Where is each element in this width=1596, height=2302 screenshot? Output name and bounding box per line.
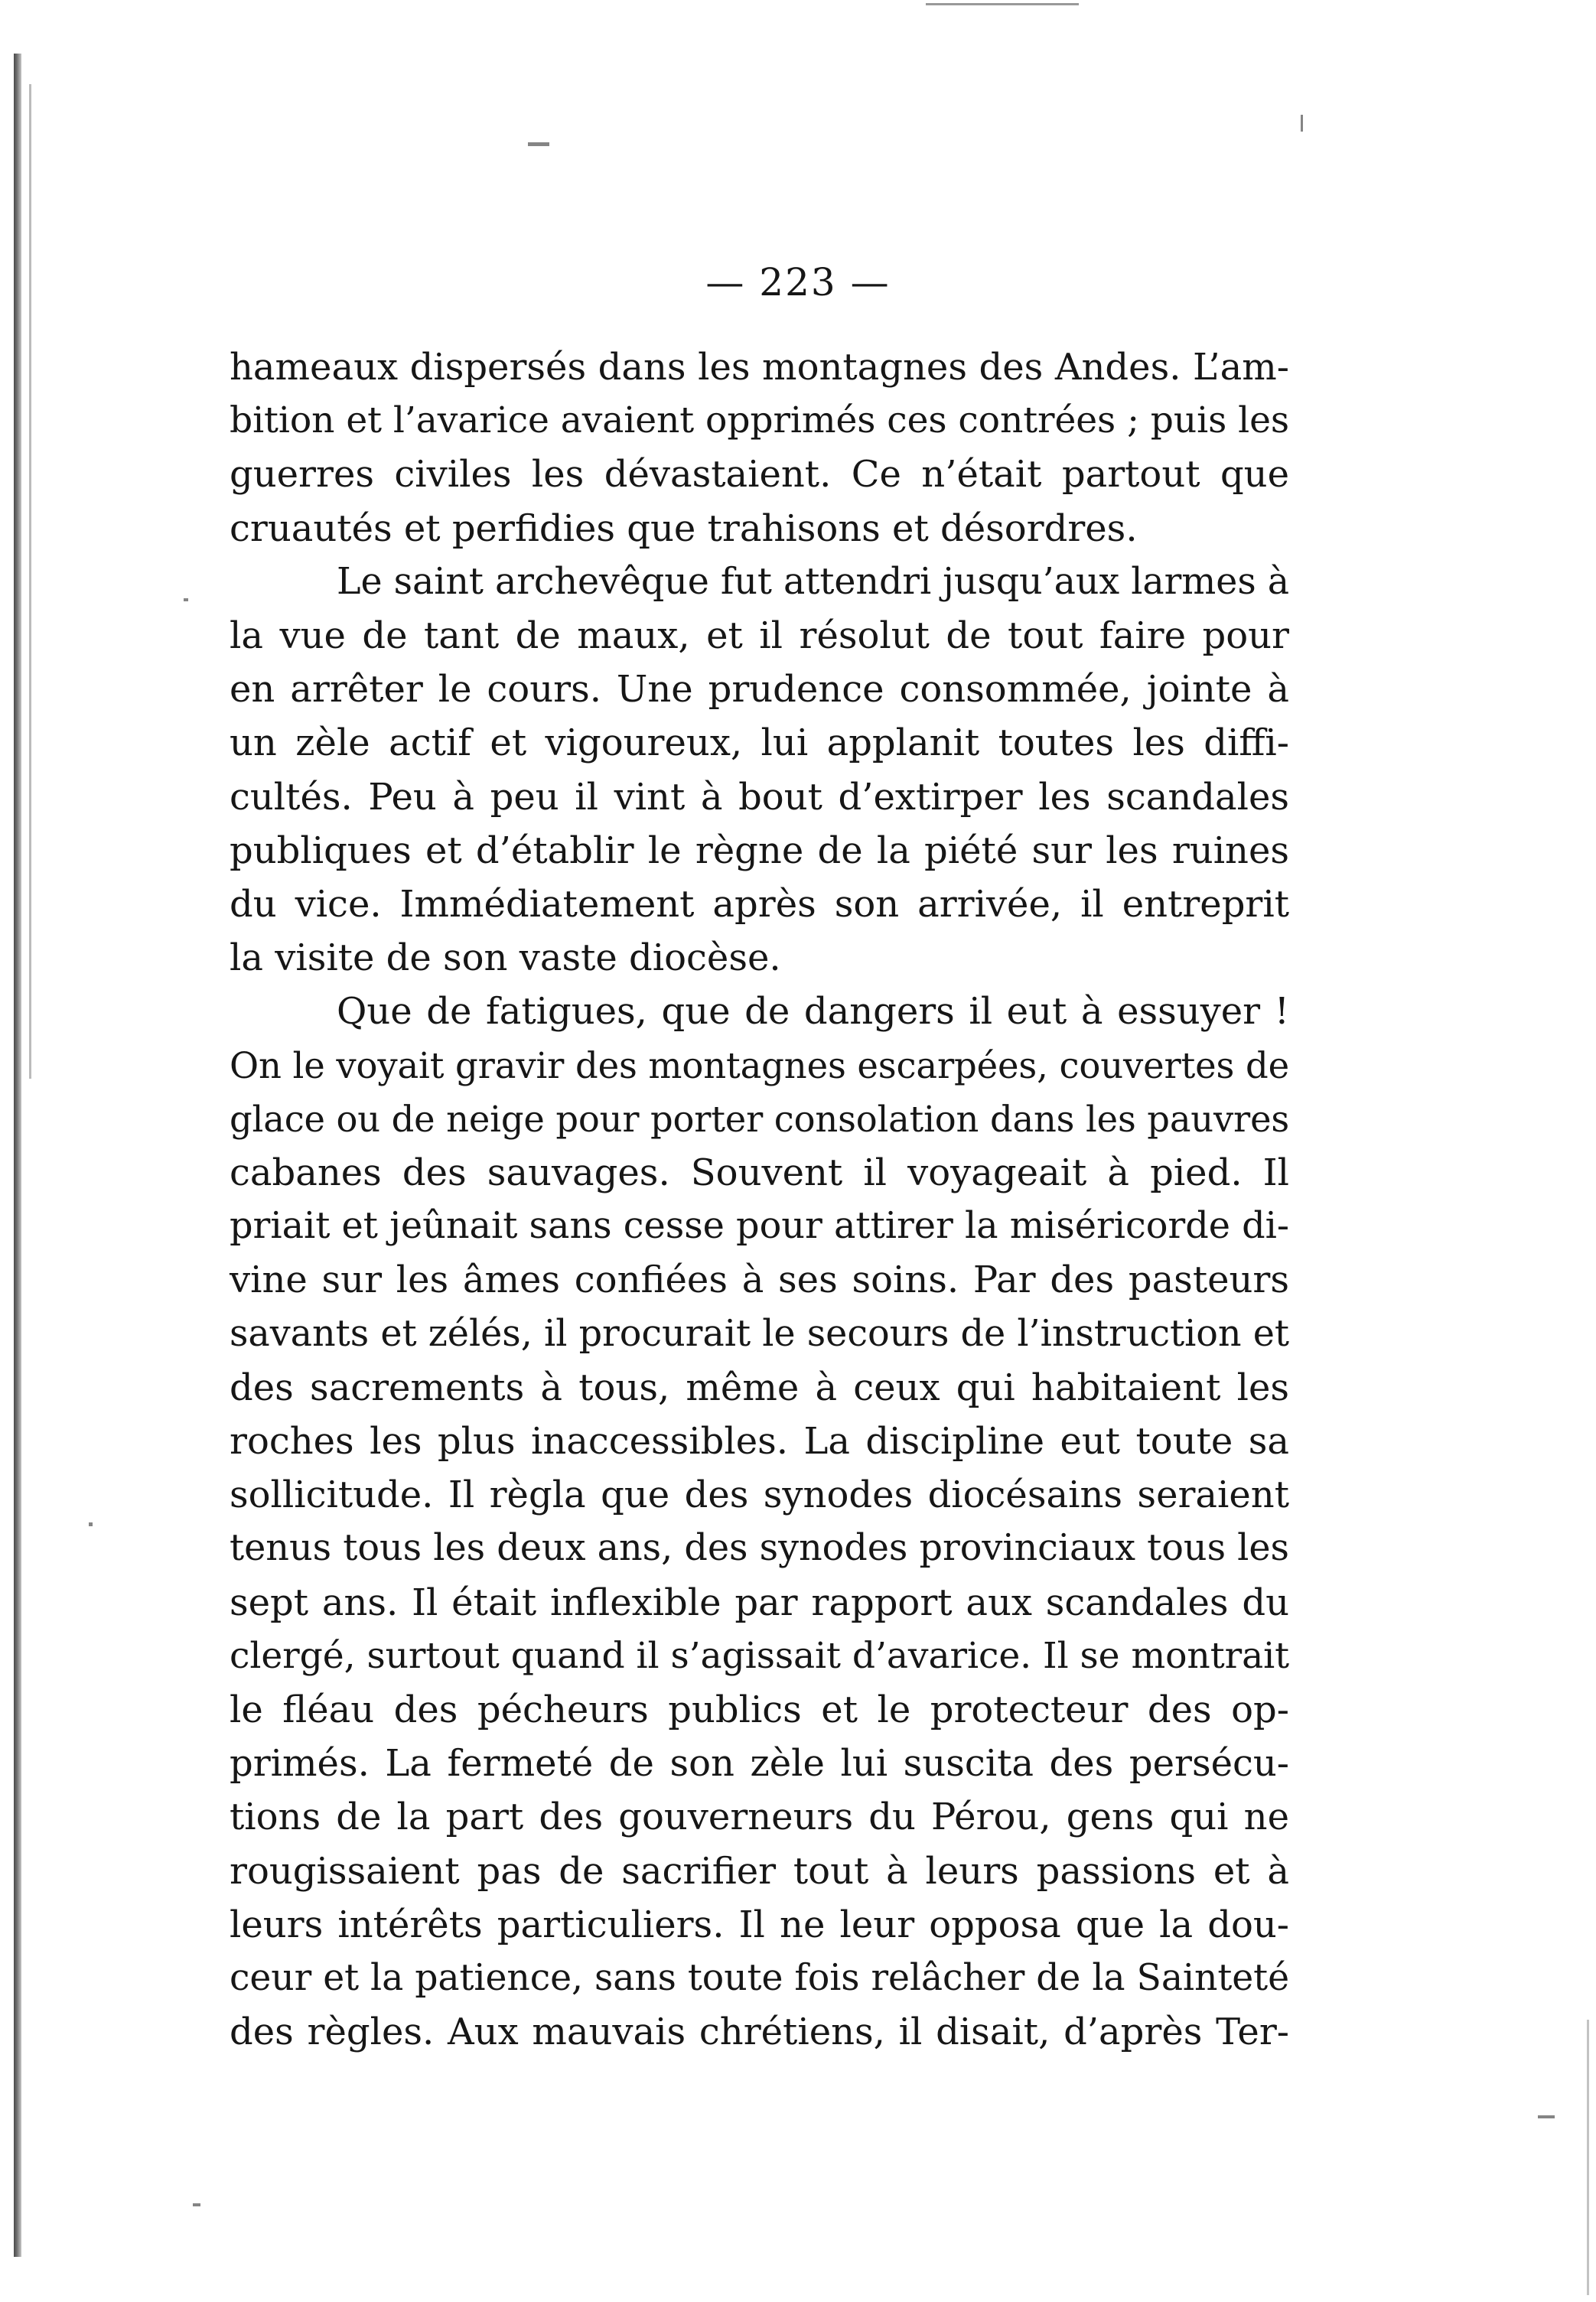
scan-speck — [184, 598, 188, 601]
text-line: guerres civiles les dévastaient. Ce n’était partout que — [230, 453, 1289, 497]
text-line: roches les plus inaccessibles. La discipline eut toute sa — [230, 1420, 1289, 1464]
text-line: bition et l’avarice avaient opprimés ces contrées ; puis les — [230, 399, 1289, 442]
text-line: primés. La fermeté de son zèle lui suscita des persécu- — [230, 1742, 1289, 1786]
text-line: la visite de son vaste diocèse. — [230, 936, 781, 980]
text-line: sept ans. Il était inflexible par rapport aux scandales du — [230, 1581, 1289, 1624]
text-line: tenus tous les deux ans, des synodes provinciaux tous les — [230, 1527, 1289, 1570]
text-line: clergé, surtout quand il s’agissait d’avarice. Il se montrait — [230, 1634, 1289, 1677]
text-line: sollicitude. Il règla que des synodes diocésains seraient — [230, 1473, 1289, 1517]
text-line: des sacrements à tous, même à ceux qui habitaient les — [230, 1366, 1289, 1409]
text-line: ceur et la patience, sans toute fois relâcher de la Sainteté — [230, 1957, 1289, 2000]
text-line: hameaux dispersés dans les montagnes des Andes. L’am- — [230, 346, 1289, 389]
text-line: vine sur les âmes confiées à ses soins. Par des pasteurs — [230, 1258, 1289, 1302]
text-line: du vice. Immédiatement après son arrivée, il entreprit — [230, 883, 1289, 926]
text-line: des règles. Aux mauvais chrétiens, il disait, d’après Ter- — [230, 2011, 1289, 2054]
text-line: la vue de tant de maux, et il résolut de tout faire pour — [230, 614, 1289, 658]
text-line: rougissaient pas de sacrifier tout à leurs passions et à — [230, 1849, 1289, 1893]
text-line: publiques et d’établir le règne de la piété sur les ruines — [230, 829, 1289, 872]
scan-speck — [1538, 2115, 1555, 2118]
paragraph-3 — [230, 985, 1289, 2059]
text-line: On le voyait gravir des montagnes escarpées, couvertes de — [230, 1044, 1289, 1086]
paragraph-1 — [230, 340, 1289, 555]
text-line: savants et zélés, il procurait le secours de l’instruction et — [230, 1312, 1289, 1355]
text-line: en arrêter le cours. Une prudence consommée, jointe à — [230, 668, 1289, 711]
text-line: cultés. Peu à peu il vint à bout d’extirper les scandales — [230, 775, 1289, 819]
body-text — [230, 340, 1289, 2059]
scan-binding-shadow — [29, 84, 31, 1079]
text-line: Le saint archevêque fut attendri jusqu’aux larmes à — [337, 560, 1289, 603]
scan-speck — [193, 2203, 200, 2206]
text-line: tions de la part des gouverneurs du Pérou, gens qui ne — [230, 1796, 1289, 1839]
scan-binding-edge — [14, 54, 21, 2257]
text-line: cabanes des sauvages. Souvent il voyageait à pied. Il — [230, 1151, 1289, 1195]
scan-top-mark — [926, 3, 1079, 5]
scan-right-edge-mark — [1587, 2020, 1589, 2295]
text-line: leurs intérêts particuliers. Il ne leur opposa que la dou- — [230, 1903, 1289, 1946]
text-line: Que de fatigues, que de dangers il eut à essuyer ! — [337, 990, 1289, 1034]
paragraph-2 — [230, 555, 1289, 985]
scan-speck — [89, 1522, 93, 1526]
text-line: le fléau des pécheurs publics et le protecteur des op- — [230, 1688, 1289, 1732]
page-number: — 223 — — [705, 260, 891, 304]
text-line: cruautés et perfidies que trahisons et désordres. — [230, 506, 1138, 550]
text-line: un zèle actif et vigoureux, lui applanit toutes les diffi- — [230, 721, 1289, 765]
text-line: priait et jeûnait sans cesse pour attirer la miséricorde di- — [230, 1205, 1289, 1248]
scan-speck — [528, 142, 549, 146]
text-line: glace ou de neige pour porter consolation dans les pauvres — [230, 1098, 1289, 1140]
scan-speck — [1301, 115, 1303, 132]
